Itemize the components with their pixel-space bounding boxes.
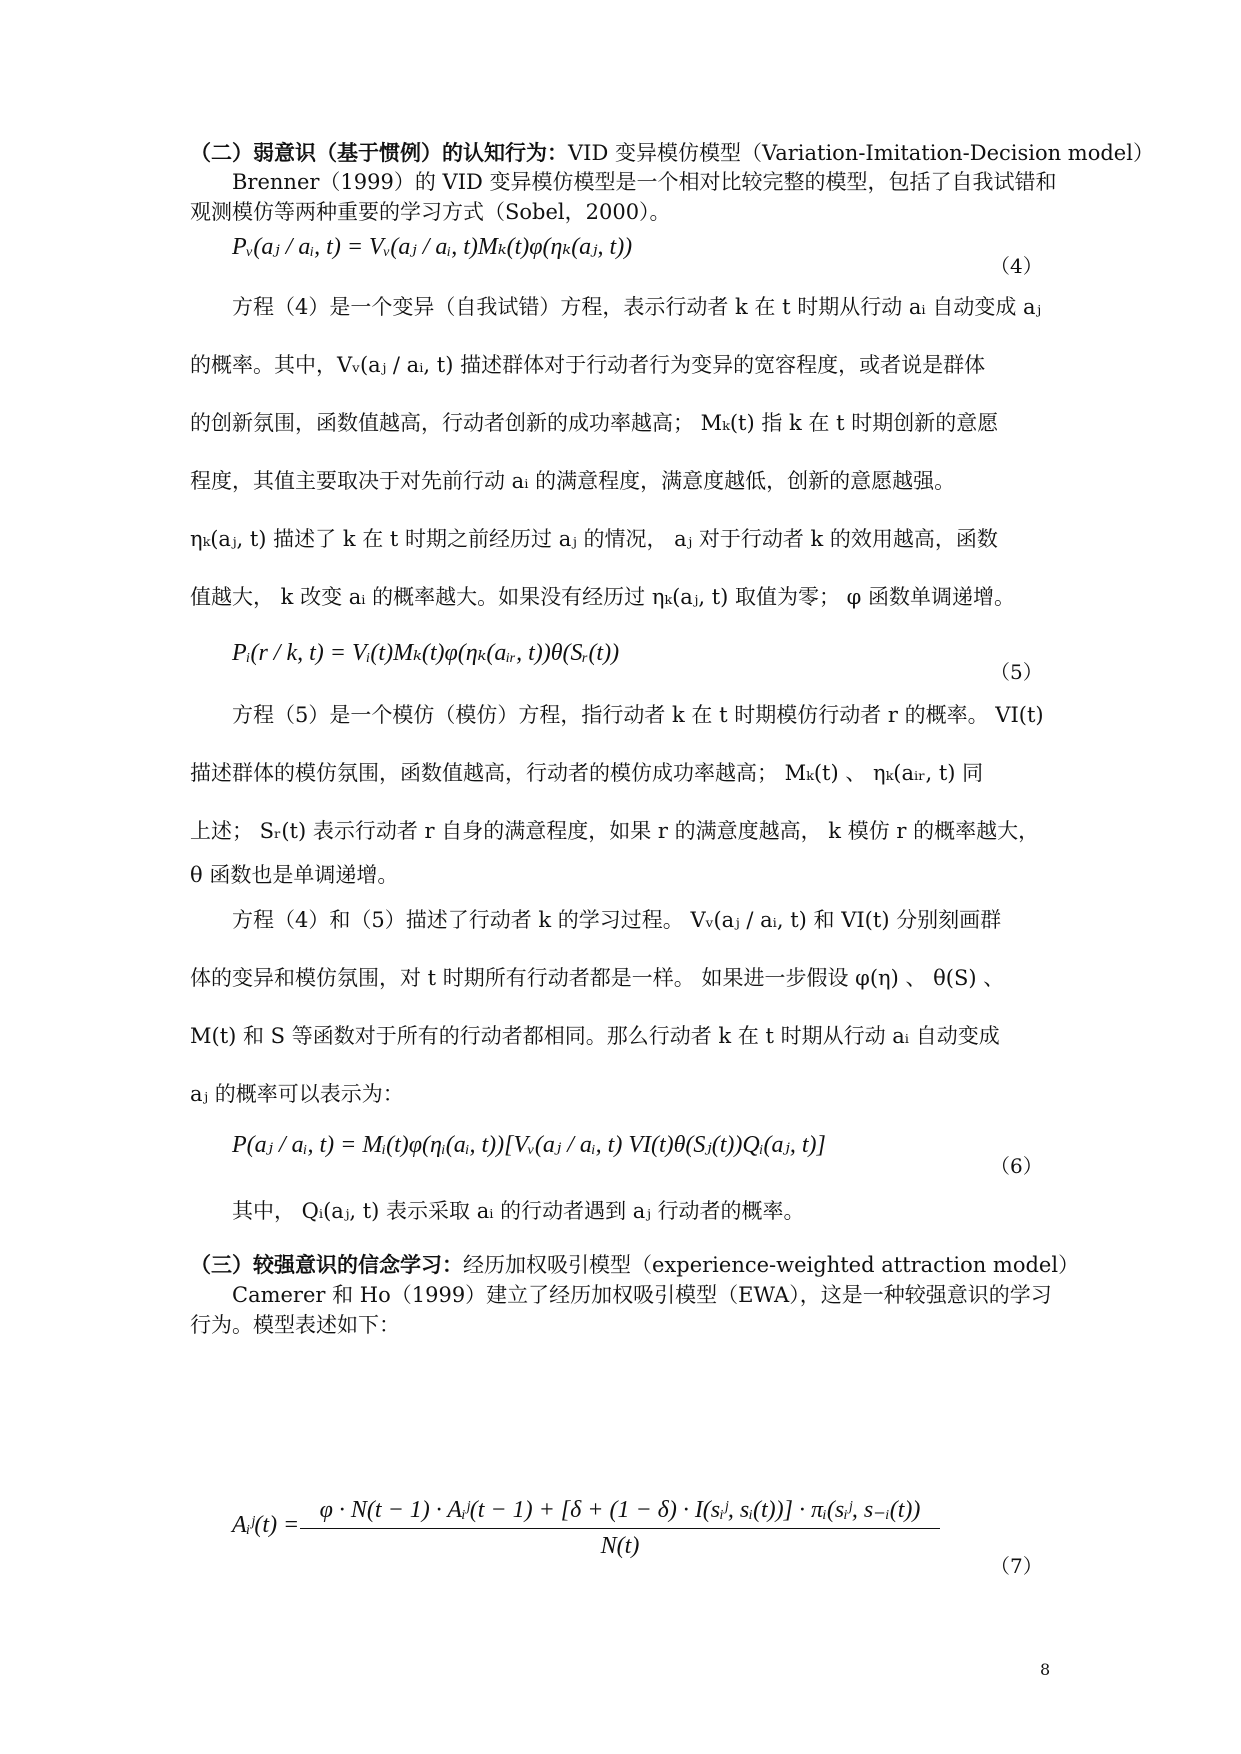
section-3-intro: Camerer 和 Ho（1999）建立了经历加权吸引模型（EWA），这是一种较强意识的学习行为。模型表述如下： xyxy=(190,1283,1052,1337)
section-2-intro: Brenner（1999）的 VID 变异模仿模型是一个相对比较完整的模型，包括了自我试错和观测模仿等两种重要的学习方式（Sobel，2000）。 xyxy=(190,170,1057,224)
equation-5-number: （5） xyxy=(990,660,1043,684)
para6-line2: 体的变异和模仿氛围，对 t 时期所有行动者都是一样。 如果进一步假设 φ(η) 、 θ(S) 、 xyxy=(190,966,1005,990)
para4-line4: 程度，其值主要取决于对先前行动 aᵢ 的满意程度，满意度越低，创新的意愿越强。 xyxy=(190,469,956,493)
equation-6: P(aⱼ / aᵢ, t) = Mᵢ(t)φ(ηᵢ(aᵢ, t))[Vᵥ(aⱼ / aᵢ, t) VI(t)θ(Sⱼ(t))Qᵢ(aⱼ, t)] xyxy=(232,1132,826,1158)
section-2-heading-bold: （二）弱意识（基于惯例）的认知行为： xyxy=(190,140,568,165)
para6-line4: aⱼ 的概率可以表示为： xyxy=(190,1082,404,1106)
section-3-heading-bold: （三）较强意识的信念学习： xyxy=(190,1252,463,1277)
para4-line1: 方程（4）是一个变异（自我试错）方程，表示行动者 k 在 t 时期从行动 aᵢ 自动变成 aⱼ xyxy=(232,295,1042,319)
equation-5: Pᵢ(r / k, t) = Vᵢ(t)Mₖ(t)φ(ηₖ(aᵢᵣ, t))θ(Sᵣ(t)) xyxy=(232,640,620,666)
section-3-heading-rest: 经历加权吸引模型（experience-weighted attraction model） xyxy=(463,1253,1080,1277)
section-2-heading xyxy=(190,138,1154,168)
para6-line3: M(t) 和 S 等函数对于所有的行动者都相同。那么行动者 k 在 t 时期从行动 aᵢ 自动变成 xyxy=(190,1024,1000,1048)
section-2-heading-rest: VID 变异模仿模型（Variation-Imitation-Decision model） xyxy=(568,141,1154,165)
para5-line2: 描述群体的模仿氛围，函数值越高，行动者的模仿成功率越高； Mₖ(t) 、 ηₖ(aᵢᵣ, t) 同 xyxy=(190,761,984,785)
page-number: 8 xyxy=(1040,1660,1051,1679)
para4-line2: 的概率。其中，Vᵥ(aⱼ / aᵢ, t) 描述群体对于行动者行为变异的宽容程度，或者说是群体 xyxy=(190,353,986,377)
equation-7-fraction xyxy=(300,1495,940,1560)
equation-6-number: （6） xyxy=(990,1154,1043,1178)
equation-7-numerator: φ · N(t − 1) · Aᵢʲ(t − 1) + [δ + (1 − δ) · I(sᵢʲ, sᵢ(t))] · πᵢ(sᵢʲ, s₋ᵢ(t)) xyxy=(300,1495,940,1529)
para6-line1: 方程（4）和（5）描述了行动者 k 的学习过程。 Vᵥ(aⱼ / aᵢ, t) 和 VI(t) 分别刻画群 xyxy=(232,908,1002,932)
equation-4-number: （4） xyxy=(990,254,1043,278)
para5-line3: 上述； Sᵣ(t) 表示行动者 r 自身的满意程度，如果 r 的满意度越高， k 模仿 r 的概率越大， xyxy=(190,819,1040,843)
para4-line6: 值越大， k 改变 aᵢ 的概率越大。如果没有经历过 ηₖ(aⱼ, t) 取值为零； φ 函数单调递增。 xyxy=(190,585,1016,609)
para5-line1: 方程（5）是一个模仿（模仿）方程，指行动者 k 在 t 时期模仿行动者 r 的概率。 VI(t) xyxy=(232,703,1044,727)
equation-7-number: （7） xyxy=(990,1554,1043,1578)
equation-4: Pᵥ(aⱼ / aᵢ, t) = Vᵥ(aⱼ / aᵢ, t)Mₖ(t)φ(ηₖ(aⱼ, t)) xyxy=(232,234,633,260)
equation-7-denominator: N(t) xyxy=(600,1533,640,1559)
para7: 其中， Qᵢ(aⱼ, t) 表示采取 aᵢ 的行动者遇到 aⱼ 行动者的概率。 xyxy=(232,1199,805,1223)
para5-line4: θ 函数也是单调递增。 xyxy=(190,863,399,887)
para4-line3: 的创新氛围，函数值越高，行动者创新的成功率越高； Mₖ(t) 指 k 在 t 时期创新的意愿 xyxy=(190,411,999,435)
para4-line5: ηₖ(aⱼ, t) 描述了 k 在 t 时期之前经历过 aⱼ 的情况， aⱼ 对于行动者 k 的效用越高，函数 xyxy=(190,527,998,551)
section-3-heading xyxy=(190,1250,1080,1280)
equation-7-lhs: Aᵢʲ(t) = xyxy=(232,1512,300,1538)
